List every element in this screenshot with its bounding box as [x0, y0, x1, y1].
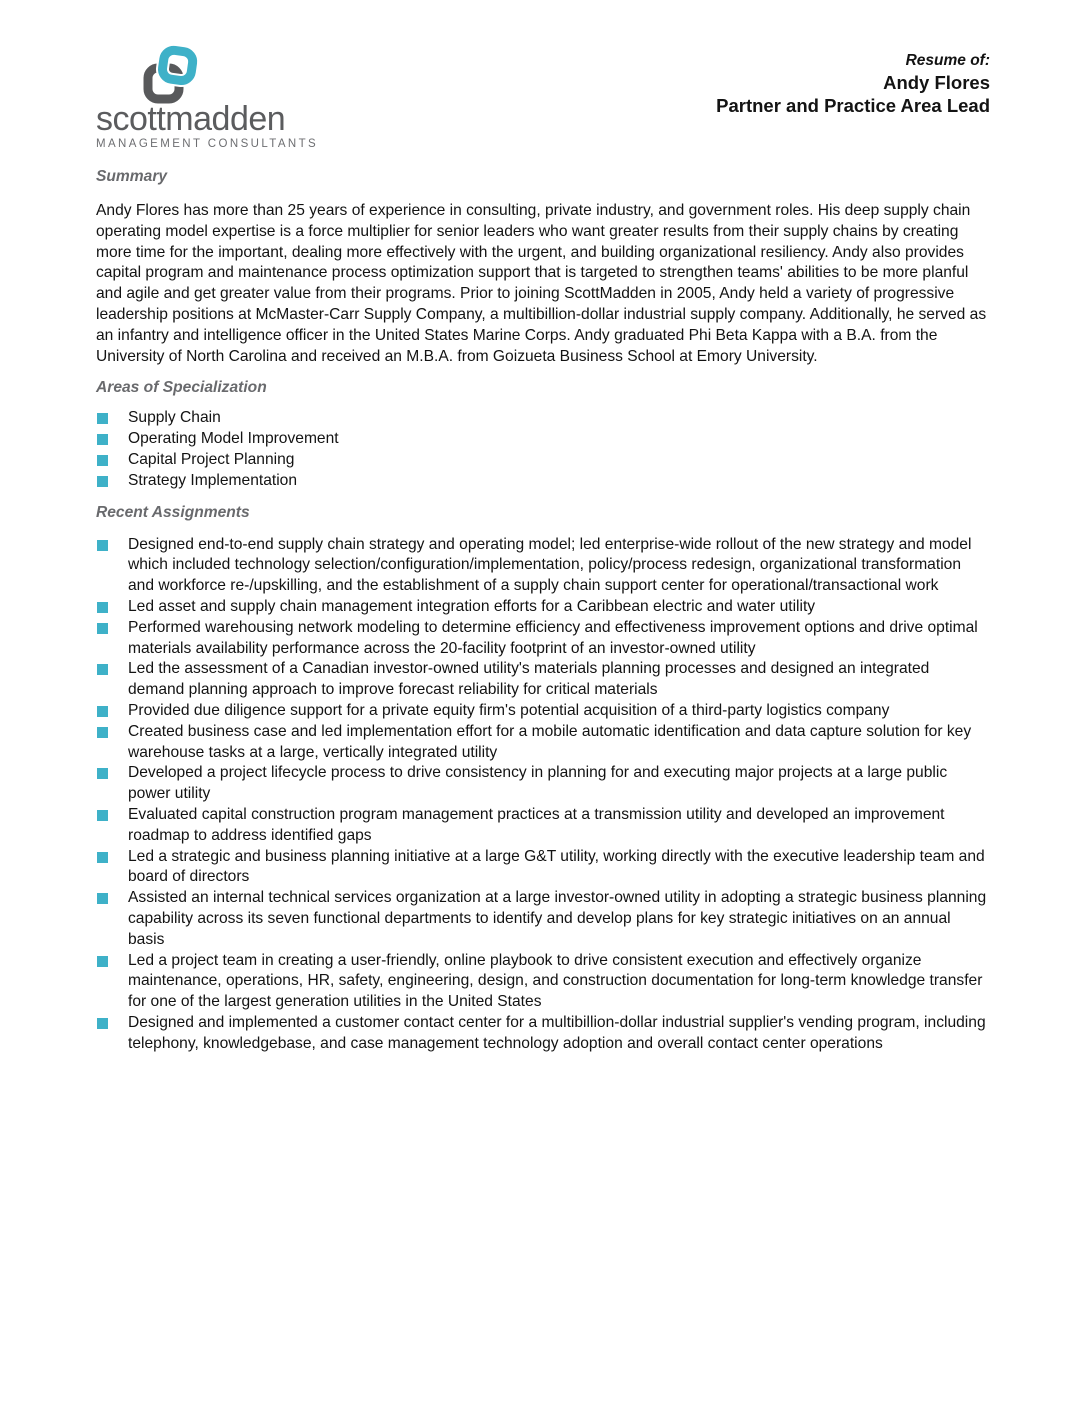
- list-item-text: Created business case and led implementation effort for a mobile automatic identification and data capture solution for key warehouse tasks at a large, vertically integrated utility: [128, 722, 972, 761]
- list-item: [96, 888, 990, 950]
- list-item: [96, 450, 990, 471]
- scottmadden-logo-icon: [142, 45, 200, 107]
- bullet-square-icon: [97, 768, 108, 779]
- list-item: [96, 659, 990, 701]
- list-item-text: Operating Model Improvement: [128, 430, 339, 448]
- bullet-square-icon: [97, 664, 108, 675]
- bullet-square-icon: [97, 413, 108, 424]
- bullet-square-icon: [97, 623, 108, 634]
- list-item: [96, 805, 990, 847]
- list-item: [96, 763, 990, 805]
- list-item-text: Developed a project lifecycle process to drive consistency in planning for and executing major projects at a large public power utility: [128, 764, 948, 803]
- person-title: Partner and Practice Area Lead: [716, 95, 990, 116]
- list-item-text: Led a strategic and business planning initiative at a large G&T utility, working directly with the executive leadership team and board of directors: [128, 847, 985, 886]
- resume-of-label: Resume of:: [905, 52, 990, 69]
- list-item-text: Led asset and supply chain management integration efforts for a Caribbean electric and water utility: [128, 597, 816, 615]
- bullet-square-icon: [97, 956, 108, 967]
- list-item: [96, 597, 990, 618]
- list-item-text: Provided due diligence support for a private equity firm's potential acquisition of a third-party logistics company: [128, 701, 890, 719]
- bullet-square-icon: [97, 476, 108, 487]
- list-item-text: Led the assessment of a Canadian investor-owned utility's materials planning processes and designed an integrated demand planning approach to improve forecast reliability for critical materials: [128, 660, 930, 699]
- resume-header: [716, 45, 990, 117]
- list-item: [96, 722, 990, 764]
- list-item-text: Led a project team in creating a user-friendly, online playbook to drive consistent execution and effectively organize maintenance, operations, HR, safety, engineering, design, and construction documentation for long-term knowledge transfer for one of the largest generation utilities in the United States: [128, 951, 983, 1011]
- list-item: [96, 429, 990, 450]
- bullet-square-icon: [97, 540, 108, 551]
- section-heading-assignments: Recent Assignments: [96, 503, 250, 521]
- scottmadden-logo: [96, 45, 318, 150]
- list-item-text: Evaluated capital construction program management practices at a transmission utility and developed an improvement roadmap to address identified gaps: [128, 805, 945, 844]
- bullet-square-icon: [97, 434, 108, 445]
- header: [96, 45, 990, 150]
- list-item-text: Designed and implemented a customer contact center for a multibillion-dollar industrial supplier's vending program, including telephony, knowledgebase, and case management technology adoption and overall contact center operations: [128, 1013, 986, 1052]
- logo-wordmark: scottmadden: [96, 100, 286, 138]
- summary-paragraph: Andy Flores has more than 25 years of experience in consulting, private industry, and government roles. His deep supply chain operating model expertise is a force multiplier for senior leaders who want greater results from their supply chains by creating more time for the important, dealing more effectively with the urgent, and building organizational resiliency. Andy also provides capital program and maintenance process optimization support that is targeted to strengthen teams' abilities to be more planful and agile and get greater value from their programs. Prior to joining ScottMadden in 2005, Andy held a variety of progressive leadership positions at McMaster-Carr Supply Company, a multibillion-dollar industrial supply company. Additionally, he served as an infantry and intelligence officer in the United States Marine Corps. Andy graduated Phi Beta Kappa with a B.A. from the University of North Carolina and received an M.B.A. from Goizueta Business School at Emory University.: [96, 202, 987, 365]
- list-item: [96, 408, 990, 429]
- assignments-list: [96, 535, 990, 1055]
- specialization-list: [96, 408, 990, 491]
- logo-tagline: MANAGEMENT CONSULTANTS: [96, 138, 319, 150]
- bullet-square-icon: [97, 893, 108, 904]
- bullet-square-icon: [97, 706, 108, 717]
- bullet-square-icon: [97, 602, 108, 613]
- list-item: [96, 471, 990, 492]
- list-item: [96, 847, 990, 889]
- person-name: Andy Flores: [883, 72, 990, 93]
- list-item-text: Performed warehousing network modeling to determine efficiency and effectiveness improvement options and drive optimal materials availability performance across the 20-facility footprint of an investor-owned utility: [128, 618, 978, 657]
- list-item: [96, 701, 990, 722]
- bullet-square-icon: [97, 455, 108, 466]
- list-item-text: Assisted an internal technical services organization at a large investor-owned utility in adopting a strategic business planning capability across its seven functional departments to identify and develop plans for key strategic initiatives on an annual basis: [128, 889, 987, 948]
- list-item-text: Supply Chain: [128, 409, 221, 427]
- list-item-text: Designed end-to-end supply chain strategy and operating model; led enterprise-wide rollout of the new strategy and model which included technology selection/configuration/implementation, policy/process redesign, organizational transformation and workforce re-/upskilling, and the establishment of a supply chain support center for operational/transactional work: [128, 535, 972, 595]
- list-item-text: Capital Project Planning: [128, 450, 295, 468]
- list-item-text: Strategy Implementation: [128, 471, 298, 489]
- section-heading-specialization: Areas of Specialization: [96, 379, 267, 397]
- list-item: [96, 618, 990, 660]
- list-item: [96, 951, 990, 1013]
- bullet-square-icon: [97, 1018, 108, 1029]
- list-item: [96, 1013, 990, 1055]
- section-heading-summary: Summary: [96, 168, 168, 185]
- bullet-square-icon: [97, 810, 108, 821]
- list-item: [96, 535, 990, 597]
- bullet-square-icon: [97, 727, 108, 738]
- bullet-square-icon: [97, 852, 108, 863]
